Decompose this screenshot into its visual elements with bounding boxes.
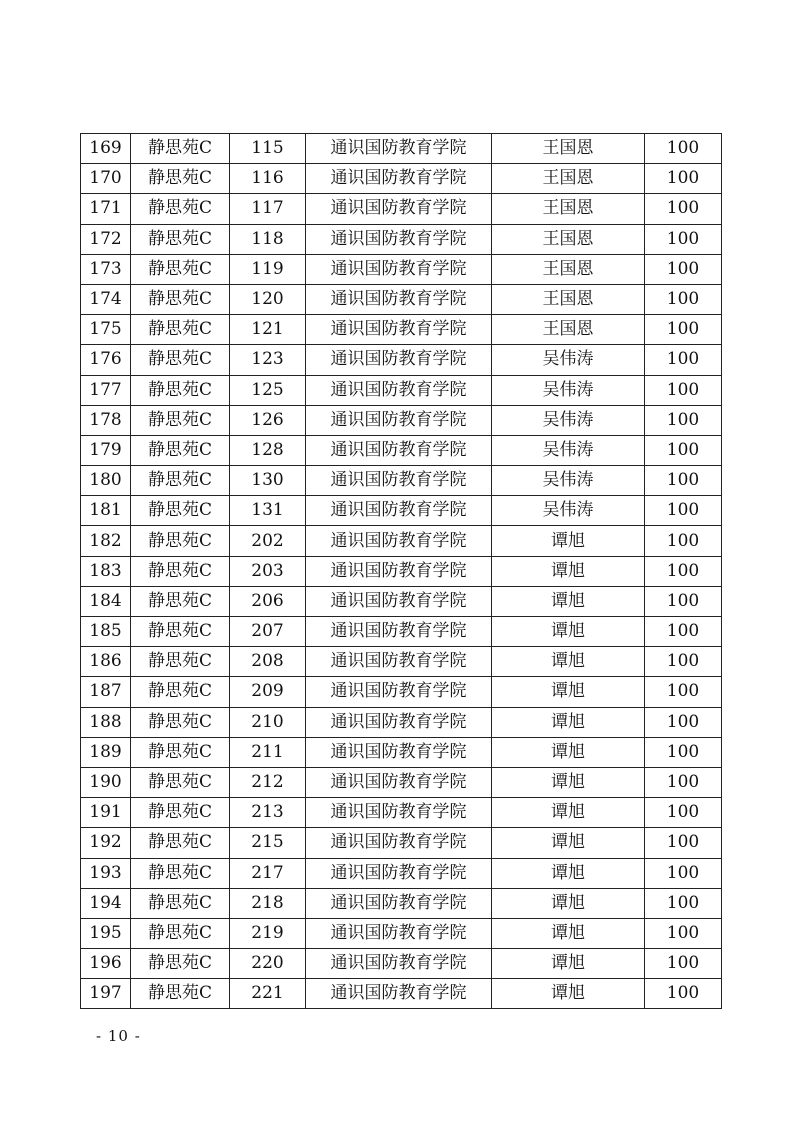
cell-department: 通识国防教育学院 [306,647,492,677]
cell-score: 100 [645,647,722,677]
table-row [81,526,722,556]
cell-sequence-number: 192 [81,828,131,858]
cell-person-in-charge: 谭旭 [492,647,645,677]
cell-building: 静思苑C [131,556,230,586]
cell-room-number: 125 [230,375,306,405]
cell-score: 100 [645,194,722,224]
cell-sequence-number: 175 [81,315,131,345]
table-row [81,737,722,767]
cell-room-number: 116 [230,164,306,194]
cell-department: 通识国防教育学院 [306,254,492,284]
cell-room-number: 202 [230,526,306,556]
cell-score: 100 [645,224,722,254]
cell-room-number: 211 [230,737,306,767]
cell-department: 通识国防教育学院 [306,798,492,828]
cell-sequence-number: 194 [81,888,131,918]
cell-building: 静思苑C [131,466,230,496]
cell-sequence-number: 185 [81,617,131,647]
cell-room-number: 126 [230,405,306,435]
cell-department: 通识国防教育学院 [306,375,492,405]
cell-department: 通识国防教育学院 [306,435,492,465]
cell-room-number: 218 [230,888,306,918]
cell-sequence-number: 169 [81,134,131,164]
cell-room-number: 118 [230,224,306,254]
cell-building: 静思苑C [131,375,230,405]
cell-room-number: 209 [230,677,306,707]
cell-department: 通识国防教育学院 [306,979,492,1009]
cell-score: 100 [645,345,722,375]
cell-room-number: 121 [230,315,306,345]
cell-sequence-number: 183 [81,556,131,586]
table-row [81,164,722,194]
cell-score: 100 [645,375,722,405]
cell-department: 通识国防教育学院 [306,737,492,767]
cell-score: 100 [645,254,722,284]
table-row [81,707,722,737]
dormitory-score-table [80,133,722,1009]
cell-room-number: 212 [230,767,306,797]
cell-person-in-charge: 吴伟涛 [492,375,645,405]
cell-room-number: 123 [230,345,306,375]
cell-department: 通识国防教育学院 [306,466,492,496]
cell-person-in-charge: 谭旭 [492,617,645,647]
cell-score: 100 [645,949,722,979]
cell-room-number: 119 [230,254,306,284]
cell-person-in-charge: 王国恩 [492,164,645,194]
cell-building: 静思苑C [131,798,230,828]
cell-score: 100 [645,677,722,707]
table-row [81,345,722,375]
cell-score: 100 [645,617,722,647]
cell-person-in-charge: 谭旭 [492,888,645,918]
table-row [81,466,722,496]
cell-building: 静思苑C [131,194,230,224]
cell-department: 通识国防教育学院 [306,284,492,314]
cell-building: 静思苑C [131,496,230,526]
cell-room-number: 130 [230,466,306,496]
cell-person-in-charge: 王国恩 [492,254,645,284]
cell-person-in-charge: 王国恩 [492,284,645,314]
cell-person-in-charge: 王国恩 [492,194,645,224]
cell-person-in-charge: 王国恩 [492,315,645,345]
cell-department: 通识国防教育学院 [306,858,492,888]
table-row [81,254,722,284]
cell-room-number: 203 [230,556,306,586]
cell-department: 通识国防教育学院 [306,828,492,858]
cell-department: 通识国防教育学院 [306,617,492,647]
table-row [81,647,722,677]
table-row [81,556,722,586]
cell-department: 通识国防教育学院 [306,315,492,345]
cell-department: 通识国防教育学院 [306,888,492,918]
cell-person-in-charge: 王国恩 [492,134,645,164]
cell-score: 100 [645,526,722,556]
cell-department: 通识国防教育学院 [306,345,492,375]
cell-building: 静思苑C [131,617,230,647]
cell-score: 100 [645,888,722,918]
table-row [81,858,722,888]
cell-person-in-charge: 谭旭 [492,526,645,556]
table-row [81,435,722,465]
cell-sequence-number: 182 [81,526,131,556]
table-row [81,979,722,1009]
cell-room-number: 217 [230,858,306,888]
cell-person-in-charge: 谭旭 [492,707,645,737]
table-row [81,677,722,707]
cell-score: 100 [645,828,722,858]
cell-sequence-number: 177 [81,375,131,405]
cell-building: 静思苑C [131,526,230,556]
table-row [81,405,722,435]
cell-building: 静思苑C [131,134,230,164]
cell-person-in-charge: 谭旭 [492,586,645,616]
cell-score: 100 [645,918,722,948]
cell-score: 100 [645,556,722,586]
cell-score: 100 [645,496,722,526]
table-row [81,949,722,979]
cell-department: 通识国防教育学院 [306,918,492,948]
cell-person-in-charge: 谭旭 [492,979,645,1009]
cell-room-number: 208 [230,647,306,677]
cell-score: 100 [645,405,722,435]
cell-sequence-number: 172 [81,224,131,254]
cell-score: 100 [645,315,722,345]
cell-department: 通识国防教育学院 [306,556,492,586]
cell-sequence-number: 197 [81,979,131,1009]
cell-room-number: 219 [230,918,306,948]
table-row [81,888,722,918]
cell-person-in-charge: 谭旭 [492,798,645,828]
cell-department: 通识国防教育学院 [306,134,492,164]
cell-sequence-number: 184 [81,586,131,616]
cell-sequence-number: 181 [81,496,131,526]
cell-person-in-charge: 谭旭 [492,949,645,979]
cell-score: 100 [645,284,722,314]
cell-building: 静思苑C [131,647,230,677]
cell-sequence-number: 186 [81,647,131,677]
cell-building: 静思苑C [131,405,230,435]
cell-sequence-number: 171 [81,194,131,224]
cell-score: 100 [645,466,722,496]
cell-score: 100 [645,798,722,828]
cell-room-number: 115 [230,134,306,164]
cell-sequence-number: 179 [81,435,131,465]
table-row [81,315,722,345]
cell-score: 100 [645,435,722,465]
cell-sequence-number: 187 [81,677,131,707]
cell-sequence-number: 178 [81,405,131,435]
cell-person-in-charge: 谭旭 [492,767,645,797]
table-body [81,134,722,1009]
cell-department: 通识国防教育学院 [306,405,492,435]
cell-sequence-number: 176 [81,345,131,375]
cell-room-number: 210 [230,707,306,737]
cell-sequence-number: 196 [81,949,131,979]
table-row [81,918,722,948]
cell-department: 通识国防教育学院 [306,194,492,224]
table-row [81,375,722,405]
cell-building: 静思苑C [131,979,230,1009]
cell-department: 通识国防教育学院 [306,164,492,194]
cell-department: 通识国防教育学院 [306,949,492,979]
cell-department: 通识国防教育学院 [306,586,492,616]
cell-building: 静思苑C [131,315,230,345]
cell-person-in-charge: 谭旭 [492,677,645,707]
table-row [81,194,722,224]
cell-room-number: 207 [230,617,306,647]
cell-room-number: 220 [230,949,306,979]
table-row [81,767,722,797]
cell-sequence-number: 189 [81,737,131,767]
cell-score: 100 [645,858,722,888]
cell-department: 通识国防教育学院 [306,496,492,526]
cell-person-in-charge: 王国恩 [492,224,645,254]
table-row [81,134,722,164]
cell-room-number: 120 [230,284,306,314]
cell-sequence-number: 173 [81,254,131,284]
cell-building: 静思苑C [131,737,230,767]
table-row [81,586,722,616]
cell-room-number: 131 [230,496,306,526]
cell-score: 100 [645,586,722,616]
cell-building: 静思苑C [131,345,230,375]
cell-person-in-charge: 吴伟涛 [492,345,645,375]
cell-building: 静思苑C [131,828,230,858]
cell-person-in-charge: 吴伟涛 [492,405,645,435]
cell-score: 100 [645,737,722,767]
cell-person-in-charge: 吴伟涛 [492,496,645,526]
cell-sequence-number: 188 [81,707,131,737]
cell-person-in-charge: 谭旭 [492,556,645,586]
cell-building: 静思苑C [131,767,230,797]
cell-building: 静思苑C [131,949,230,979]
cell-person-in-charge: 谭旭 [492,918,645,948]
cell-department: 通识国防教育学院 [306,677,492,707]
table-row [81,828,722,858]
cell-building: 静思苑C [131,888,230,918]
cell-building: 静思苑C [131,918,230,948]
cell-person-in-charge: 吴伟涛 [492,466,645,496]
cell-sequence-number: 190 [81,767,131,797]
cell-room-number: 215 [230,828,306,858]
cell-sequence-number: 174 [81,284,131,314]
cell-department: 通识国防教育学院 [306,707,492,737]
cell-room-number: 213 [230,798,306,828]
cell-room-number: 206 [230,586,306,616]
cell-building: 静思苑C [131,586,230,616]
table-row [81,284,722,314]
cell-person-in-charge: 吴伟涛 [492,435,645,465]
page-number: - 10 - [96,1027,141,1045]
cell-sequence-number: 180 [81,466,131,496]
cell-department: 通识国防教育学院 [306,224,492,254]
cell-room-number: 221 [230,979,306,1009]
cell-room-number: 117 [230,194,306,224]
table-row [81,224,722,254]
cell-score: 100 [645,707,722,737]
table-row [81,496,722,526]
cell-sequence-number: 195 [81,918,131,948]
cell-building: 静思苑C [131,284,230,314]
cell-person-in-charge: 谭旭 [492,858,645,888]
cell-score: 100 [645,164,722,194]
table-row [81,798,722,828]
table-row [81,617,722,647]
cell-building: 静思苑C [131,707,230,737]
cell-building: 静思苑C [131,435,230,465]
cell-building: 静思苑C [131,858,230,888]
cell-building: 静思苑C [131,254,230,284]
cell-room-number: 128 [230,435,306,465]
dormitory-score-table-container [80,133,715,1009]
cell-sequence-number: 170 [81,164,131,194]
cell-score: 100 [645,134,722,164]
cell-building: 静思苑C [131,677,230,707]
cell-person-in-charge: 谭旭 [492,828,645,858]
cell-department: 通识国防教育学院 [306,767,492,797]
cell-sequence-number: 191 [81,798,131,828]
cell-building: 静思苑C [131,224,230,254]
cell-sequence-number: 193 [81,858,131,888]
cell-building: 静思苑C [131,164,230,194]
cell-department: 通识国防教育学院 [306,526,492,556]
cell-score: 100 [645,767,722,797]
cell-person-in-charge: 谭旭 [492,737,645,767]
cell-score: 100 [645,979,722,1009]
